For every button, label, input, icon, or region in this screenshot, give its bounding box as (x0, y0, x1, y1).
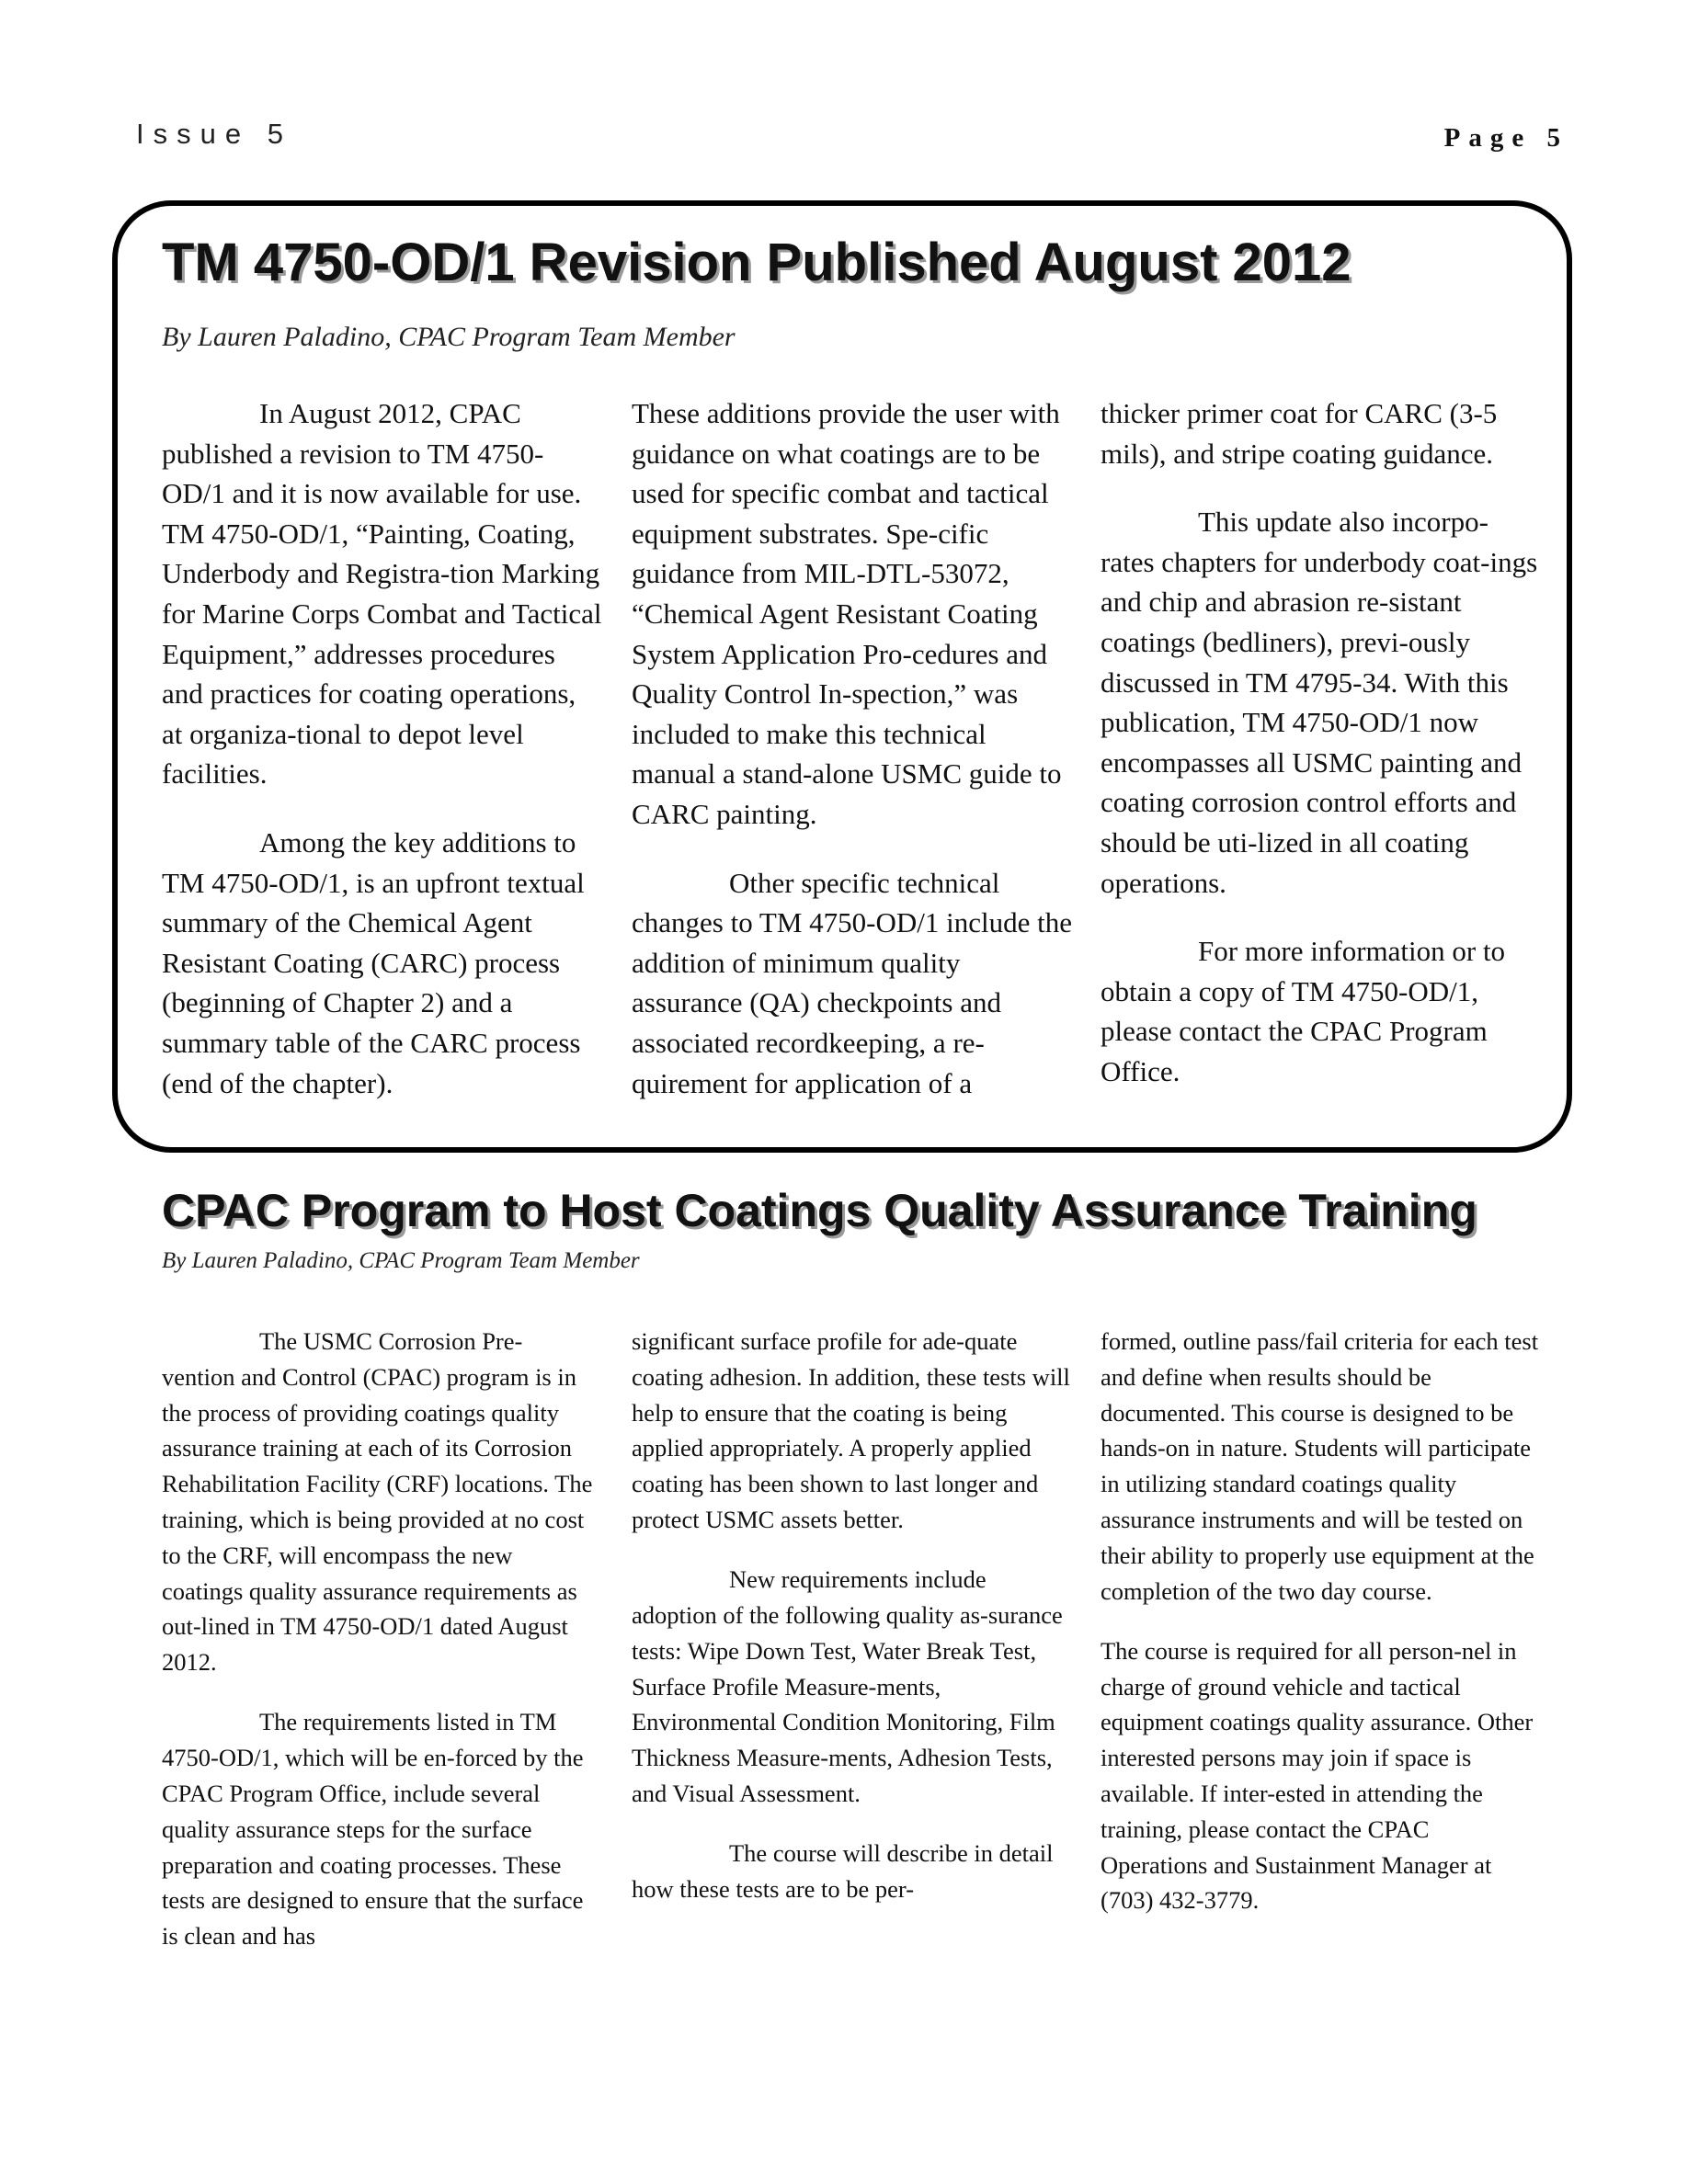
paragraph: The USMC Corrosion Pre-vention and Control (CPAC) program is in the process of providing coatings quality assurance training at each of its Corrosion Rehabilitation Facility (CRF) locations. The training, which is being provided at no cost to the CRF, will encompass the new coatings quality assurance requirements as out-lined in TM 4750-OD/1 dated August 2012. (162, 1327, 593, 1677)
paragraph: New requirements include adoption of the following quality as-surance tests: Wipe Down Test, Water Break Test, Surface Profile Measure-ments, Environmental Condition Monitoring, Film Thickness Measure-ments, Adhesion Tests, and Visual Assessment. (632, 1565, 1063, 1808)
article-column-3 (1101, 393, 1542, 1092)
paragraph: thicker primer coat for CARC (3-5 mils), and stripe coating guidance. (1101, 397, 1498, 470)
paragraph: The requirements listed in TM 4750-OD/1, which will be en-forced by the CPAC Program Office, include several quality assurance steps for the surface preparation and coating processes. These tests are designed to ensure that the surface is clean and has (162, 1708, 584, 1951)
article-byline: By Lauren Paladino, CPAC Program Team Member (162, 1248, 640, 1273)
paragraph: significant surface profile for ade-quate coating adhesion. In addition, these tests will help to ensure that the coating is being applied appropriately. A properly applied coating has been shown to last longer and protect USMC assets better. (632, 1327, 1070, 1533)
paragraph: This update also incorpo-rates chapters for underbody coat-ings and chip and abrasion re-sistant coatings (bedliners), previ-ously discussed in TM 4795-34. With this publication, TM 4750-OD/1 now encompasses all USMC painting and coating corrosion control efforts and should be uti-lized in all coating operations. (1101, 506, 1538, 899)
paragraph: Among the key additions to TM 4750-OD/1, is an upfront textual summary of the Chemical Agent Resistant Coating (CARC) process (beginning of Chapter 2) and a summary table of the CARC process (end of the chapter). (162, 825, 585, 1099)
issue-number: Issue 5 (136, 118, 292, 150)
article-column-2 (632, 393, 1073, 1103)
paragraph: The course is required for all person-nel in charge of ground vehicle and tactical equipment coatings quality assurance. Other interested persons may join if space is available. If inter-ested in attending the training, please contact the CPAC Operations and Sustainment Manager at (703) 432-3779. (1101, 1636, 1534, 1915)
article-title: CPAC Program to Host Coatings Quality Assurance Training (162, 1185, 1477, 1236)
paragraph: These additions provide the user with guidance on what coatings are to be used for specific combat and tactical equipment substrates. Spe-cific guidance from MIL-DTL-53072, “Chemical Agent Resistant Coating System Application Pro-cedures and Quality Control In-spection,” was included to make this technical manual a stand-alone USMC guide to CARC painting. (632, 397, 1062, 830)
article-column-1 (162, 393, 603, 1103)
article-title: TM 4750-OD/1 Revision Published August 2012 (162, 233, 1352, 292)
paragraph: The course will describe in detail how these tests are to be per- (632, 1839, 1054, 1904)
paragraph: In August 2012, CPAC published a revision to TM 4750-OD/1 and it is now available for use. TM 4750-OD/1, “Painting, Coating, Underbody and Registra-tion Marking for Marine Corps Combat and Tactical Equipment,” addresses procedures and practices for coating operations, at organiza-tional to depot level facilities. (162, 397, 602, 791)
article-column-3 (1101, 1324, 1542, 1918)
paragraph: For more information or to obtain a copy of TM 4750-OD/1, please contact the CPAC Program Office. (1101, 935, 1506, 1087)
article-column-2 (632, 1324, 1073, 1907)
article-column-1 (162, 1324, 594, 1954)
paragraph: Other specific technical changes to TM 4750-OD/1 include the addition of minimum quality assurance (QA) checkpoints and associated recordkeeping, a re-quirement for application of a (632, 866, 1072, 1099)
page-number: Page 5 (1443, 123, 1568, 153)
article-byline: By Lauren Paladino, CPAC Program Team Member (162, 322, 736, 352)
paragraph: formed, outline pass/fail criteria for each test and define when results should be documented. This course is designed to be hands-on in nature. Students will participate in utilizing standard coatings quality assurance instruments and will be tested on their ability to properly use equipment at the completion of the two day course. (1101, 1327, 1539, 1605)
